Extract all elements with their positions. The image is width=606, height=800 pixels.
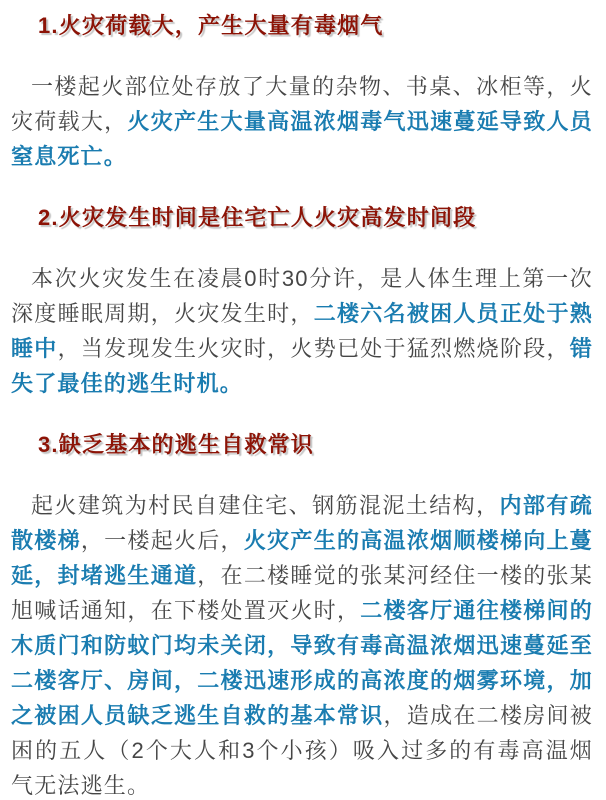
- highlighted-text-run: 内部有疏散楼梯: [11, 493, 593, 553]
- body-text-run: 起火建筑为村民自建住宅、钢筋混泥土结构，: [31, 493, 500, 518]
- section-2-paragraph: [11, 261, 593, 401]
- section-3-heading: 3.缺乏基本的逃生自救常识: [38, 432, 314, 457]
- highlighted-text-run: 二楼六名被困人员正处于熟睡中: [11, 301, 593, 361]
- body-text-run: ，在二楼睡觉的张某河经住一楼的张某旭喊话通知，在下楼处置灭火时，: [11, 563, 593, 623]
- highlighted-text-run: 错失了最佳的逃生时机。: [11, 336, 594, 396]
- section-2-heading: 2.火灾发生时间是住宅亡人火灾高发时间段: [38, 205, 477, 230]
- body-text-run: ，一楼起火后，: [80, 528, 244, 553]
- section-1-paragraph: [11, 69, 593, 174]
- body-text-run: ，当发现发生火灾时，火势已处于猛烈燃烧阶段，: [57, 336, 570, 361]
- highlighted-text-run: 二楼客厅通往楼梯间的木质门和防蚊门均未关闭，导致有毒高温浓烟迅速蔓延至二楼客厅、房间，二楼迅速形成的高浓度的烟雾环境，加之被困人员缺乏逃生自救的基本常识: [11, 598, 593, 728]
- body-text-run: ，造成在二楼房间被困的五人（2个大人和3个小孩）吸入过多的有毒高温烟气无法逃生。: [11, 703, 593, 798]
- section-3-paragraph: [11, 488, 593, 800]
- section-1-heading: 1.火灾荷载大，产生大量有毒烟气: [38, 13, 384, 38]
- body-text-run: 一楼起火部位处存放了大量的杂物、书桌、冰柜等，火灾荷载大，: [11, 74, 593, 134]
- body-text-run: 本次火灾发生在凌晨0时30分许，是人体生理上第一次深度睡眠周期，火灾发生时，: [11, 266, 593, 326]
- highlighted-text-run: 火灾产生的高温浓烟顺楼梯向上蔓延，封堵逃生通道: [11, 528, 593, 588]
- highlighted-text-run: 火灾产生大量高温浓烟毒气迅速蔓延导致人员窒息死亡。: [11, 109, 593, 169]
